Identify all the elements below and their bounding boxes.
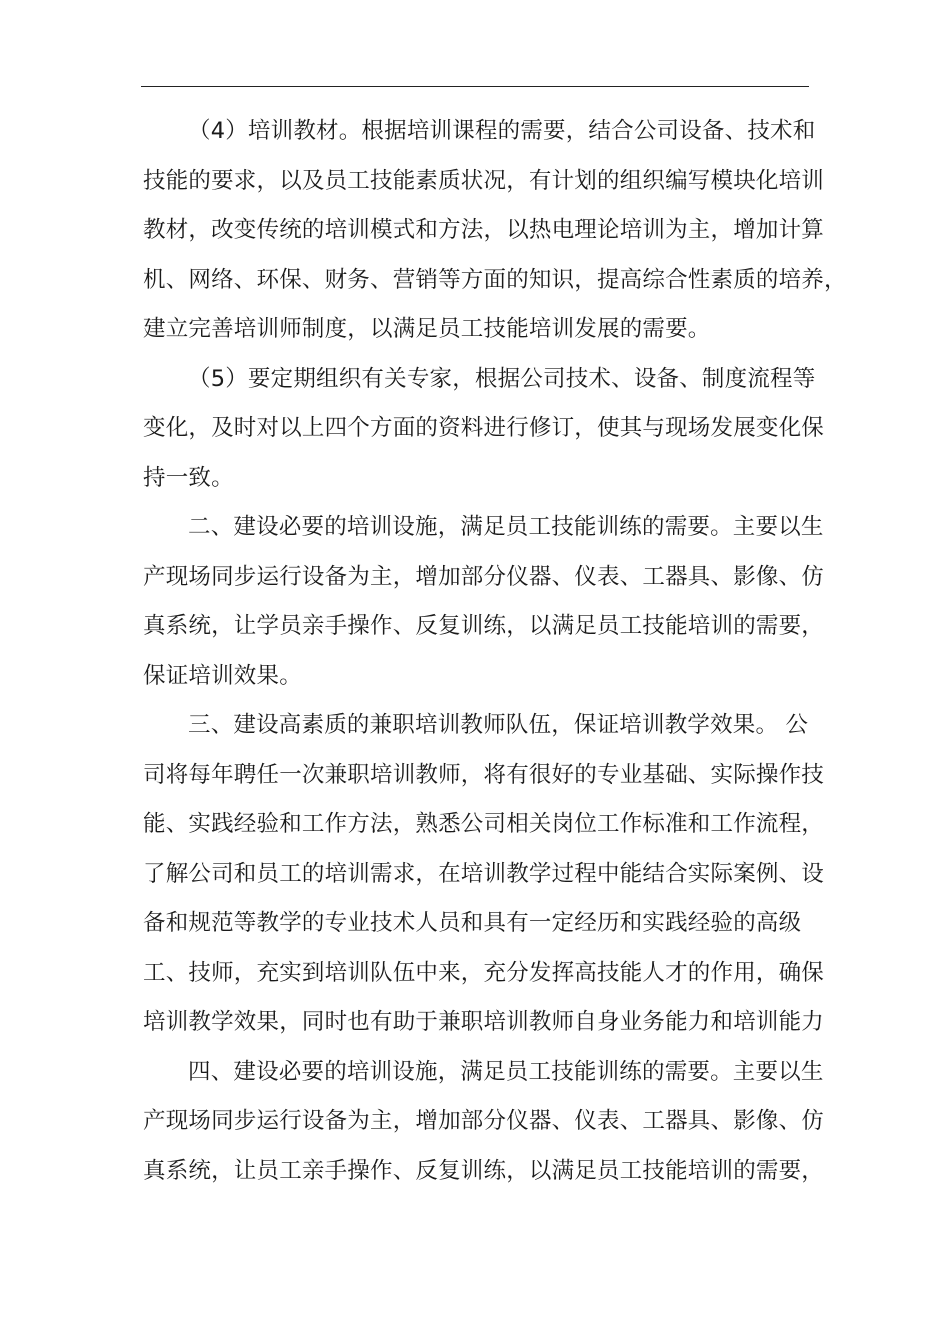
- paragraph-line: 二、建设必要的培训设施，满足员工技能训练的需要。主要以生: [188, 514, 824, 540]
- paragraph-line: 培训教学效果，同时也有助于兼职培训教师自身业务能力和培训能力: [143, 1009, 825, 1035]
- paragraph-line: 产现场同步运行设备为主，增加部分仪器、仪表、工器具、影像、仿: [143, 563, 825, 590]
- paragraph-line: 变化，及时对以上四个方面的资料进行修订，使其与现场发展变化保: [143, 415, 825, 441]
- paragraph-line: 产现场同步运行设备为主，增加部分仪器、仪表、工器具、影像、仿: [143, 1108, 825, 1134]
- paragraph-line: 持一致。: [143, 464, 234, 491]
- paragraph-line: 三、建设高素质的兼职培训教师队伍，保证培训教学效果。 公: [188, 712, 809, 738]
- paragraph-line: 保证培训效果。: [143, 662, 302, 689]
- body-text: [143, 107, 847, 1196]
- paragraph-line: 工、技师，充实到培训队伍中来，充分发挥高技能人才的作用，确保: [143, 959, 825, 986]
- paragraph-line: 机、网络、环保、财务、营销等方面的知识，提高综合性素质的培养，: [143, 266, 847, 293]
- paragraph-line: （4）培训教材。根据培训课程的需要，结合公司设备、技术和: [188, 118, 816, 144]
- paragraph-line: 四、建设必要的培训设施，满足员工技能训练的需要。主要以生: [188, 1058, 824, 1085]
- paragraph-line: 能、实践经验和工作方法，熟悉公司相关岗位工作标准和工作流程，: [143, 811, 825, 837]
- paragraph-line: 备和规范等教学的专业技术人员和具有一定经历和实践经验的高级: [143, 910, 802, 936]
- paragraph-line: 了解公司和员工的培训需求，在培训教学过程中能结合实际案例、设: [143, 860, 825, 887]
- paragraph-line: 教材，改变传统的培训模式和方法，以热电理论培训为主，增加计算: [143, 217, 825, 243]
- paragraph-line: 建立完善培训师制度，以满足员工技能培训发展的需要。: [143, 316, 711, 342]
- paragraph-line: 真系统，让学员亲手操作、反复训练，以满足员工技能培训的需要，: [143, 613, 825, 639]
- paragraph-line: 真系统，让员工亲手操作、反复训练，以满足员工技能培训的需要，: [143, 1157, 825, 1184]
- paragraph-line: （5）要定期组织有关专家，根据公司技术、设备、制度流程等: [188, 365, 816, 392]
- header-rule: [141, 86, 809, 87]
- paragraph-line: 司将每年聘任一次兼职培训教师，将有很好的专业基础、实际操作技: [143, 761, 825, 788]
- paragraph-line: 技能的要求，以及员工技能素质状况，有计划的组织编写模块化培训: [143, 167, 825, 194]
